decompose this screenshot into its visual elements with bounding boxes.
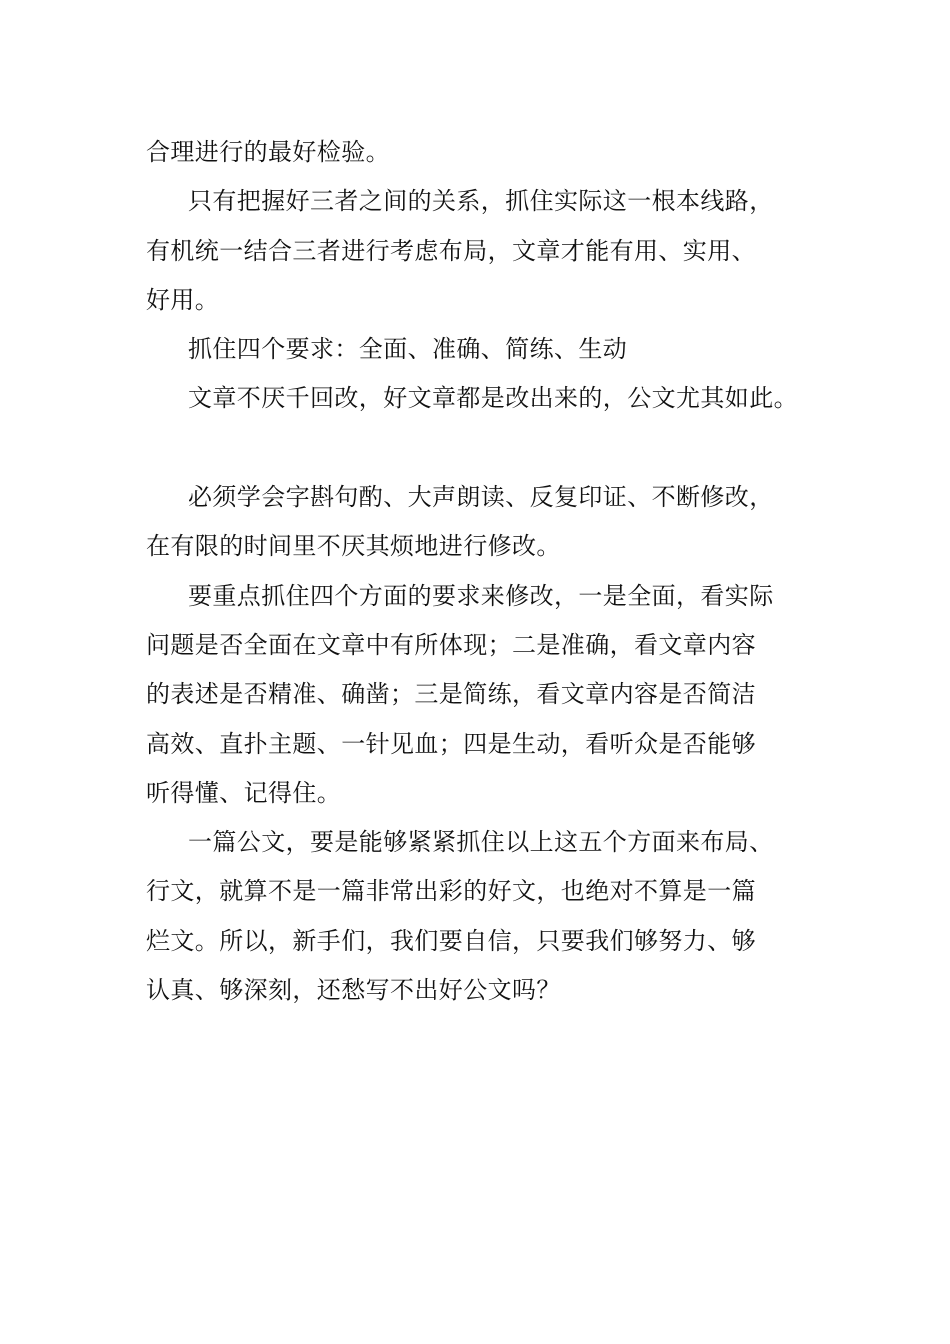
paragraph-first-line: 文章不厌千回改，好文章都是改出来的，公文尤其如此。 [188, 384, 798, 413]
text-line: 在有限的时间里不厌其烦地进行修改。 [146, 532, 561, 561]
document-body [146, 128, 836, 1015]
section-heading: 抓住四个要求：全面、准确、简练、生动 [188, 335, 628, 364]
blank-line [146, 424, 836, 473]
paragraph-first-line: 必须学会字斟句酌、大声朗读、反复印证、不断修改， [188, 483, 774, 512]
paragraph-first-line: 一篇公文，要是能够紧紧抓住以上这五个方面来布局、 [188, 828, 774, 857]
text-line: 好用。 [146, 285, 220, 314]
paragraph-first-line: 只有把握好三者之间的关系，抓住实际这一根本线路， [188, 187, 774, 216]
text-line: 高效、直扑主题、一针见血；四是生动，看听众是否能够 [146, 729, 756, 758]
text-line: 认真、够深刻，还愁写不出好公文吗？ [146, 976, 561, 1005]
text-line: 听得懂、记得住。 [146, 778, 342, 807]
text-line: 有机统一结合三者进行考虑布局，文章才能有用、实用、 [146, 236, 756, 265]
text-line: 烂文。所以，新手们，我们要自信，只要我们够努力、够 [146, 926, 756, 955]
text-line: 行文，就算不是一篇非常出彩的好文，也绝对不算是一篇 [146, 877, 756, 906]
text-line: 问题是否全面在文章中有所体现；二是准确，看文章内容 [146, 630, 756, 659]
text-line: 的表述是否精准、确凿；三是简练，看文章内容是否简洁 [146, 680, 756, 709]
paragraph-first-line: 要重点抓住四个方面的要求来修改，一是全面，看实际 [188, 581, 774, 610]
text-line: 合理进行的最好检验。 [146, 138, 390, 166]
